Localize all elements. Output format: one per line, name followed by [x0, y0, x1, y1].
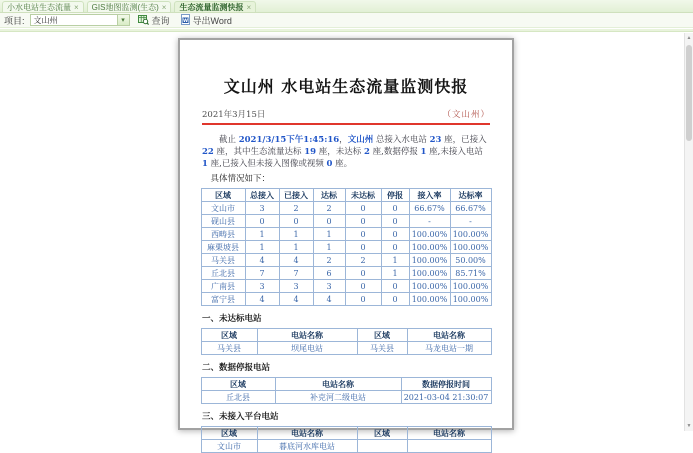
intro-text: 总接入水电站: [373, 135, 430, 145]
project-select-value: 文山州: [33, 15, 58, 25]
table-header-cell: 总接入: [245, 189, 279, 202]
scroll-down-icon[interactable]: ▼: [686, 423, 692, 429]
close-icon[interactable]: ×: [246, 2, 252, 12]
table-cell: 100.00%: [409, 293, 450, 306]
table-cell: 66.67%: [409, 202, 450, 215]
intro-highlight: 0: [326, 159, 333, 169]
tab-small-hydro-flow[interactable]: [2, 1, 84, 12]
intro-text: 座，未达标: [316, 147, 364, 157]
table-cell: 4: [313, 293, 345, 306]
report-date: 2021年3月15日: [202, 110, 266, 120]
table-row: [201, 215, 491, 228]
table-cell: 1: [279, 241, 313, 254]
table-cell: 1: [245, 241, 279, 254]
table-header-cell: 数据停报时间: [401, 378, 491, 391]
table-cell: 文山市: [201, 202, 245, 215]
table-header-cell: 达标: [313, 189, 345, 202]
tab-label: 生态流量监测快报: [179, 2, 244, 12]
table-cell: 1: [313, 228, 345, 241]
intro-text: 座,未接入电站: [426, 147, 483, 157]
table-cell: [357, 440, 407, 453]
table-cell: 文山市: [201, 440, 257, 453]
table-row: [201, 280, 491, 293]
intro-highlight: 19: [304, 147, 317, 157]
table-row: [201, 228, 491, 241]
table-cell: 6: [313, 267, 345, 280]
table-cell: 1: [313, 241, 345, 254]
close-icon[interactable]: ×: [74, 2, 79, 12]
table-cell: 0: [381, 241, 409, 254]
report-viewer: [0, 33, 684, 451]
table-cell: 50.00%: [450, 254, 491, 267]
table-cell: 2: [279, 202, 313, 215]
noncompliant-stations-table: [201, 328, 492, 355]
table-cell: 0: [381, 293, 409, 306]
intro-highlight: 2021/3/15下午1:45:16: [238, 135, 340, 145]
table-cell: 麻栗坡县: [201, 241, 245, 254]
table-cell: 马关县: [201, 342, 257, 355]
table-header-cell: 区域: [357, 329, 407, 342]
table-cell: 1: [245, 228, 279, 241]
table-cell: 丘北县: [201, 267, 245, 280]
report-title: 文山州 水电站生态流量监测快报: [223, 77, 469, 96]
table-cell: 0: [345, 267, 381, 280]
table-cell: 坝尾电站: [257, 342, 357, 355]
table-cell: 西畴县: [201, 228, 245, 241]
title-rule: [202, 123, 490, 125]
table-cell: 2: [345, 254, 381, 267]
table-header-cell: 已接入: [279, 189, 313, 202]
intro-highlight: 1: [420, 147, 427, 157]
intro-text: 座,已接入但未接入图像或视频: [207, 159, 327, 169]
table-header-cell: 电站名称: [257, 329, 357, 342]
scrollbar-thumb[interactable]: [686, 45, 692, 141]
toolbar-separator: [0, 29, 693, 32]
table-row: [201, 342, 491, 355]
summary-table: [201, 188, 492, 306]
table-header-cell: 达标率: [450, 189, 491, 202]
tab-eco-flow-bulletin[interactable]: [174, 1, 256, 12]
table-cell: 4: [245, 254, 279, 267]
intro-text: 座。: [332, 159, 353, 169]
chevron-down-icon[interactable]: ▾: [117, 15, 129, 25]
table-cell: 0: [345, 202, 381, 215]
table-row: [201, 293, 491, 306]
intro-text: ，: [339, 135, 348, 145]
table-cell: 0: [381, 215, 409, 228]
table-cell: 100.00%: [409, 280, 450, 293]
table-cell: 100.00%: [450, 228, 491, 241]
intro-paragraph: [202, 134, 490, 170]
table-cell: 砚山县: [201, 215, 245, 228]
table-cell: 3: [245, 202, 279, 215]
search-icon: [138, 14, 149, 27]
table-cell: 3: [245, 280, 279, 293]
table-cell: 0: [313, 215, 345, 228]
table-cell: 66.67%: [450, 202, 491, 215]
table-header-cell: 区域: [201, 427, 257, 440]
table-cell: 0: [345, 241, 381, 254]
report-date-row: [202, 108, 490, 120]
table-cell: -: [409, 215, 450, 228]
table-cell: 4: [279, 254, 313, 267]
table-cell: 富宁县: [201, 293, 245, 306]
table-cell: 7: [279, 267, 313, 280]
table-row: [201, 202, 491, 215]
search-button-label: 查询: [151, 15, 170, 26]
intro-text: 座，其中生态流量达标: [213, 147, 305, 157]
svg-text:W: W: [182, 18, 188, 24]
project-select[interactable]: [30, 14, 130, 26]
table-header-cell: 电站名称: [407, 329, 491, 342]
intro-highlight: 23: [429, 135, 442, 145]
tab-label: GIS地图监测(生态): [91, 2, 159, 12]
table-cell: 马龙电站一期: [407, 342, 491, 355]
table-cell: 3: [279, 280, 313, 293]
table-cell: 100.00%: [450, 280, 491, 293]
tab-gis-map-monitor[interactable]: [87, 1, 172, 12]
export-word-button[interactable]: [178, 13, 235, 28]
intro-highlight: 22: [202, 147, 214, 157]
table-cell: 1: [381, 267, 409, 280]
table-cell: 100.00%: [450, 293, 491, 306]
table-cell: 0: [345, 293, 381, 306]
table-cell: 3: [313, 280, 345, 293]
section-heading-data-stopped: 二、数据停报电站: [202, 363, 271, 373]
table-header-row: [201, 427, 491, 440]
search-button[interactable]: [135, 13, 173, 28]
table-cell: 100.00%: [409, 241, 450, 254]
intro-text: 座,数据停报: [369, 147, 421, 157]
table-cell: 暮底河水库电站: [257, 440, 357, 453]
close-icon[interactable]: ×: [161, 2, 167, 12]
table-cell: 0: [381, 228, 409, 241]
detail-lead: 具体情况如下：: [210, 174, 271, 184]
section-heading-not-connected: 三、未接入平台电站: [202, 412, 279, 422]
table-cell: 0: [279, 215, 313, 228]
table-cell: 丘北县: [201, 391, 275, 404]
intro-text: 截止: [219, 135, 239, 145]
table-cell: 2021-03-04 21:30:07: [401, 391, 491, 404]
table-cell: 补克河二级电站: [275, 391, 401, 404]
vertical-scrollbar[interactable]: [684, 33, 693, 431]
table-header-cell: 区域: [357, 427, 407, 440]
table-cell: 2: [313, 254, 345, 267]
table-cell: 0: [345, 215, 381, 228]
table-row: [201, 267, 491, 280]
data-stopped-stations-table: [201, 377, 492, 404]
table-header-row: [201, 189, 491, 202]
table-cell: 100.00%: [409, 228, 450, 241]
tab-label: 小水电站生态流量: [7, 2, 71, 12]
word-document-icon: [181, 14, 190, 27]
intro-highlight: 1: [202, 159, 208, 169]
intro-text: 座，已接入: [441, 135, 487, 145]
table-cell: 0: [345, 280, 381, 293]
report-page: [178, 38, 514, 451]
table-header-cell: 区域: [201, 329, 257, 342]
table-header-cell: 未达标: [345, 189, 381, 202]
table-header-cell: 电站名称: [275, 378, 401, 391]
table-cell: 7: [245, 267, 279, 280]
table-cell: 马关县: [201, 254, 245, 267]
table-header-cell: 区域: [201, 189, 245, 202]
table-cell: [407, 440, 491, 453]
table-cell: 100.00%: [409, 267, 450, 280]
table-row: [201, 254, 491, 267]
table-cell: 4: [279, 293, 313, 306]
table-cell: 100.00%: [409, 254, 450, 267]
table-cell: 85.71%: [450, 267, 491, 280]
scroll-up-icon[interactable]: ▲: [686, 35, 692, 41]
intro-highlight: 2: [364, 147, 370, 157]
table-cell: 1: [381, 254, 409, 267]
section-heading-noncompliant: 一、未达标电站: [202, 314, 262, 324]
table-header-cell: 电站名称: [257, 427, 357, 440]
table-cell: 0: [381, 202, 409, 215]
table-cell: 马关县: [357, 342, 407, 355]
export-word-button-label: 导出Word: [192, 15, 232, 26]
table-cell: 0: [381, 280, 409, 293]
table-header-cell: 区域: [201, 378, 275, 391]
table-row: [201, 391, 491, 404]
table-cell: 1: [279, 228, 313, 241]
table-header-cell: 停报: [381, 189, 409, 202]
not-connected-stations-table: [201, 426, 492, 453]
table-cell: 0: [345, 228, 381, 241]
table-header-cell: 接入率: [409, 189, 450, 202]
table-cell: 2: [313, 202, 345, 215]
table-row: [201, 440, 491, 453]
intro-highlight: 文山州: [347, 135, 374, 145]
table-cell: 广南县: [201, 280, 245, 293]
table-cell: 0: [245, 215, 279, 228]
project-label: 项目:: [4, 15, 25, 26]
table-header-row: [201, 378, 491, 391]
report-region-note: （文山州）: [442, 110, 490, 120]
table-cell: 100.00%: [450, 241, 491, 254]
tab-bar: [0, 0, 693, 13]
toolbar: [0, 13, 693, 28]
table-row: [201, 241, 491, 254]
table-header-row: [201, 329, 491, 342]
table-cell: -: [450, 215, 491, 228]
table-header-cell: 电站名称: [407, 427, 491, 440]
table-cell: 4: [245, 293, 279, 306]
